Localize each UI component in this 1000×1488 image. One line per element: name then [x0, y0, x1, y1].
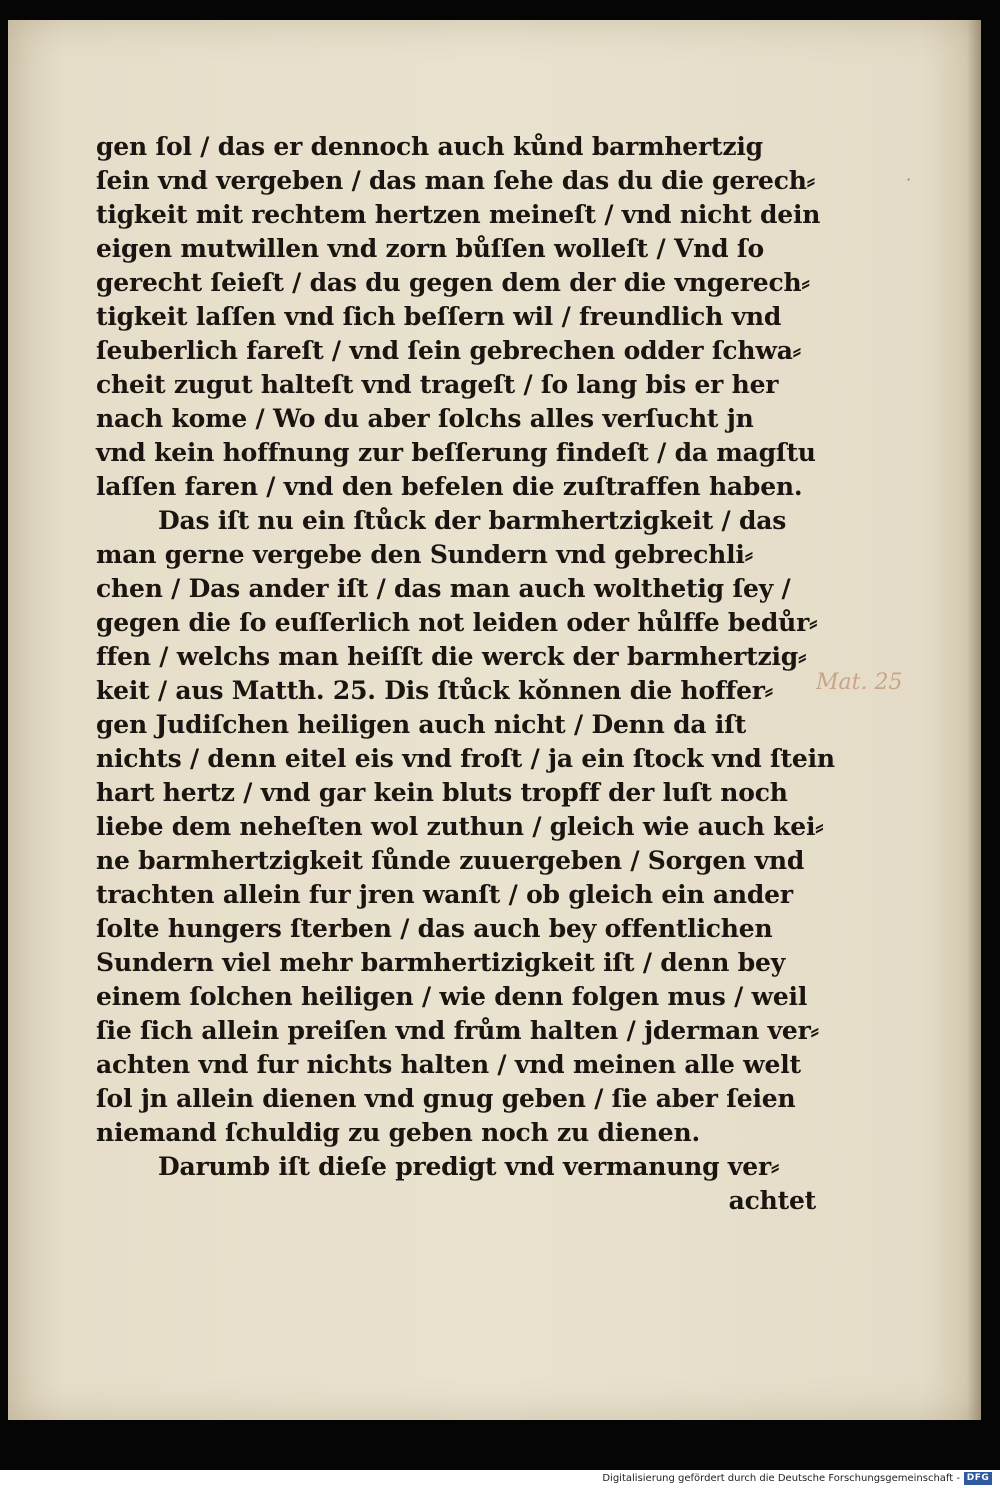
text-line: keit / aus Matth. 25. Dis ſtůck kǒnnen die hoffer⸗	[96, 676, 773, 705]
text-line: tigkeit mit rechtem hertzen meineſt / vnd nicht dein	[96, 200, 821, 229]
text-line: ſeuberlich fareſt / vnd ſein gebrechen odder ſchwa⸗	[96, 336, 801, 365]
text-line: eigen mutwillen vnd zorn bůſſen wolleſt / Vnd ſo	[96, 234, 764, 263]
text-line: chen / Das ander iſt / das man auch wolthetig ſey /	[96, 574, 791, 603]
funding-notice: Digitalisierung gefördert durch die Deutsche Forschungsgemeinschaft -	[602, 1473, 960, 1484]
text-line: Sundern viel mehr barmhertizigkeit iſt / denn bey	[96, 948, 786, 977]
text-line: ſol jn allein dienen vnd gnug geben / ſie aber ſeien	[96, 1084, 796, 1113]
text-line: ſein vnd vergeben / das man ſehe das du die gerech⸗	[96, 166, 815, 195]
text-line: ne barmhertzigkeit ſůnde zuuergeben / Sorgen vnd	[96, 846, 805, 875]
page-edge-shadow	[967, 20, 981, 1420]
text-line: trachten allein fur jren wanſt / ob gleich ein ander	[96, 880, 793, 909]
text-line: ſolte hungers ſterben / das auch bey offentlichen	[96, 914, 773, 943]
text-line: nichts / denn eitel eis vnd froſt / ja ein ſtock vnd ſtein	[96, 744, 835, 773]
text-line: laſſen faren / vnd den befelen die zuſtraffen haben.	[96, 472, 803, 501]
text-line: ffen / welchs man heiſſt die werck der barmhertzig⸗	[96, 642, 807, 671]
margin-note: Mat. 25	[816, 670, 903, 695]
text-line: gen Judiſchen heiligen auch nicht / Denn da iſt	[96, 710, 747, 739]
text-line: gerecht ſeieſt / das du gegen dem der die vngerech⸗	[96, 268, 810, 297]
text-line: einem ſolchen heiligen / wie denn folgen mus / weil	[96, 982, 808, 1011]
text-line: gen ſol / das er dennoch auch kůnd barmhertzig	[96, 132, 763, 161]
text-line: vnd kein hoffnung zur beſſerung findeſt / da magſtu	[96, 438, 816, 467]
margin-mark: ·	[906, 170, 912, 189]
text-line: gegen die ſo euſſerlich not leiden oder hůlffe bedůr⸗	[96, 608, 818, 637]
dfg-logo: DFG	[964, 1472, 992, 1485]
text-line: man gerne vergebe den Sundern vnd gebrechli⸗	[96, 540, 753, 569]
text-line: ſie ſich allein preiſen vnd frům halten / jderman ver⸗	[96, 1016, 819, 1045]
paragraph-start-line: Darumb iſt dieſe predigt vnd vermanung ver⸗	[158, 1152, 780, 1181]
catchword: achtet	[728, 1186, 816, 1215]
book-page	[8, 20, 981, 1420]
text-line: cheit zugut halteſt vnd trageſt / ſo lang bis er her	[96, 370, 779, 399]
text-line: nach kome / Wo du aber ſolchs alles verſucht jn	[96, 404, 754, 433]
text-line: tigkeit laſſen vnd ſich beſſern wil / freundlich vnd	[96, 302, 782, 331]
text-line: niemand ſchuldig zu geben noch zu dienen.	[96, 1118, 700, 1147]
text-line: liebe dem neheſten wol zuthun / gleich wie auch kei⸗	[96, 812, 824, 841]
text-line: achten vnd fur nichts halten / vnd meinen alle welt	[96, 1050, 801, 1079]
paragraph-start-line: Das iſt nu ein ſtůck der barmhertzigkeit / das	[158, 506, 787, 535]
text-line: hart hertz / vnd gar kein bluts tropff der luſt noch	[96, 778, 788, 807]
